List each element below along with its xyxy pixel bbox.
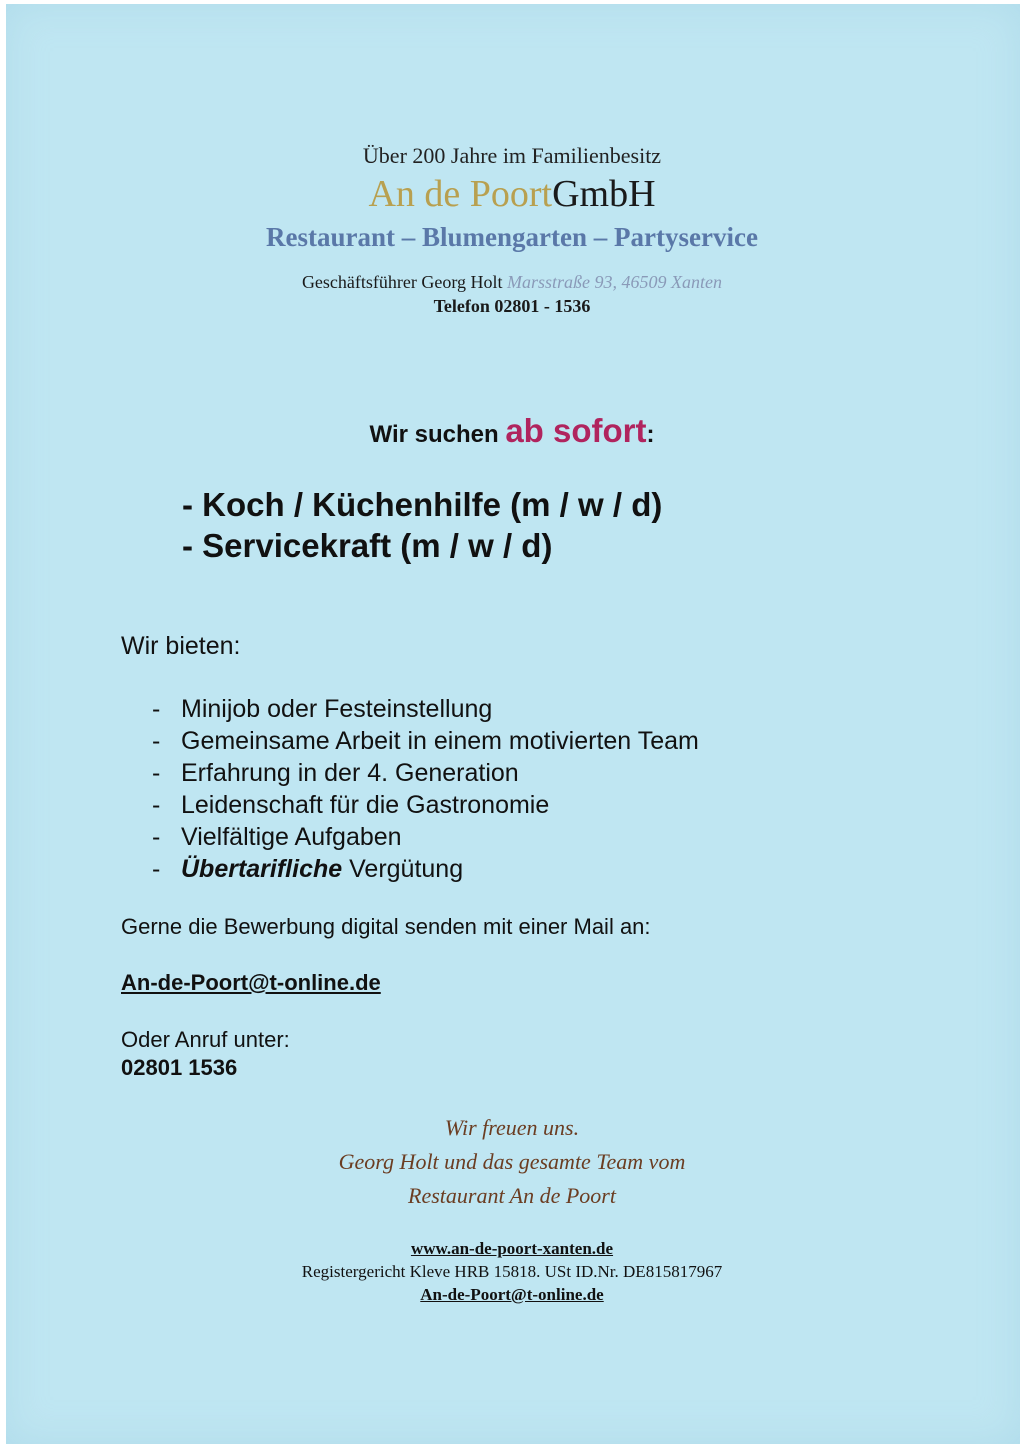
offer-dash: - xyxy=(152,727,161,755)
offer-text: Vielfältige Aufgaben xyxy=(181,823,402,851)
offer-item xyxy=(152,759,519,788)
offer-item xyxy=(152,823,402,852)
offer-heading: Wir bieten: xyxy=(121,632,241,660)
offer-text: Gemeinsame Arbeit in einem motivierten Team xyxy=(181,727,699,755)
offer-item xyxy=(152,791,549,820)
footer-register: Registergericht Kleve HRB 15818. USt ID.Nr. DE815817967 xyxy=(301,1262,723,1281)
paper-sheet xyxy=(6,4,1020,1444)
call-number: 02801 1536 xyxy=(121,1055,238,1080)
offer-item xyxy=(152,695,492,724)
phone-line: Telefon 02801 - 1536 xyxy=(433,296,591,316)
offer-item xyxy=(152,855,463,884)
offer-text: Minijob oder Festeinstellung xyxy=(181,695,493,723)
tagline: Über 200 Jahre im Familienbesitz xyxy=(362,143,662,168)
offer-dash: - xyxy=(152,823,161,851)
apply-email-link[interactable]: An-de-Poort@t-online.de xyxy=(121,970,381,995)
footer-email-link[interactable]: An-de-Poort@t-online.de xyxy=(420,1285,604,1304)
manager-label: Geschäftsführer Georg Holt xyxy=(301,272,503,292)
address: Marsstraße 93, 46509 Xanten xyxy=(507,272,723,292)
footer-website-link[interactable]: www.an-de-poort-xanten.de xyxy=(410,1239,614,1258)
offer-text: Erfahrung in der 4. Generation xyxy=(181,759,519,787)
offer-dash: - xyxy=(152,759,161,787)
signoff-line: Wir freuen uns. xyxy=(444,1115,580,1140)
job-service: - Servicekraft (m / w / d) xyxy=(182,527,553,564)
offer-text: Leidenschaft für die Gastronomie xyxy=(181,791,550,819)
offer-text: Vergütung xyxy=(342,855,464,883)
offer-dash: - xyxy=(152,695,161,723)
offer-dash: - xyxy=(152,791,161,819)
offer-item xyxy=(152,727,699,756)
company-name-suffix: GmbH xyxy=(552,173,656,215)
services-line: Restaurant – Blumengarten – Partyservice xyxy=(266,222,758,252)
call-instruction: Oder Anruf unter: xyxy=(121,1027,290,1052)
seek-heading xyxy=(0,412,1024,450)
seek-suffix: : xyxy=(646,421,655,448)
seek-prefix: Wir suchen xyxy=(369,421,499,448)
company-name-main: An de Poort xyxy=(368,173,553,215)
offer-emphasis: Übertarifliche xyxy=(181,855,343,883)
signoff-line: Georg Holt und das gesamte Team vom xyxy=(338,1149,686,1174)
seek-accent: ab sofort xyxy=(505,412,647,449)
manager-line xyxy=(0,272,1024,293)
company-name xyxy=(0,172,1024,216)
apply-instruction: Gerne die Bewerbung digital senden mit einer Mail an: xyxy=(121,914,651,939)
offer-dash: - xyxy=(152,855,161,883)
signoff-line: Restaurant An de Poort xyxy=(408,1183,616,1208)
job-cook: - Koch / Küchenhilfe (m / w / d) xyxy=(182,486,663,523)
